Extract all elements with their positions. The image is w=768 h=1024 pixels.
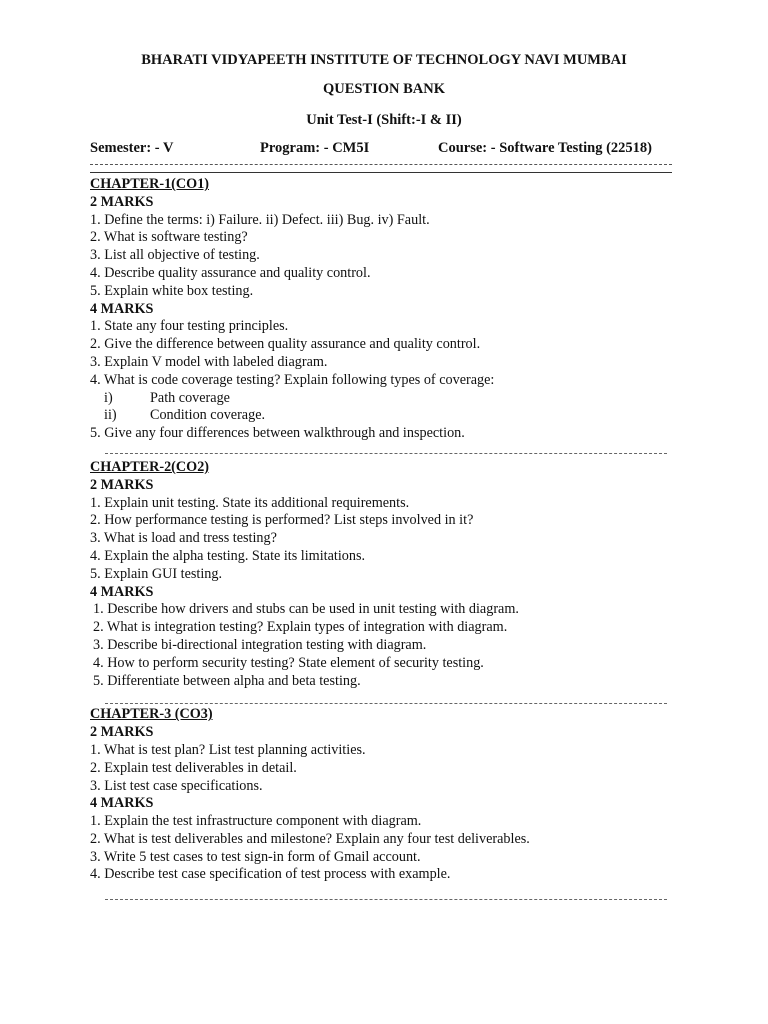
question-item: 2. What is test deliverables and milestone? Explain any four test deliverables.: [90, 830, 530, 847]
course-label: Course: - Software Testing (22518): [438, 140, 652, 156]
question-item: 2. Give the difference between quality assurance and quality control.: [90, 336, 481, 353]
sub-item-text: Condition coverage.: [150, 407, 266, 424]
sub-item-number: i): [104, 389, 113, 406]
marks-heading: 4 MARKS: [90, 795, 154, 812]
question-item: 3. What is load and tress testing?: [90, 530, 277, 547]
header-solid-rule: [90, 172, 672, 173]
chapter-3-section: [90, 706, 690, 884]
question-item: 5. Give any four differences between walkthrough and inspection.: [90, 425, 465, 442]
program-label: Program: - CM5I: [260, 140, 370, 156]
marks-heading: 2 MARKS: [90, 724, 154, 741]
chapter-3-divider: [105, 899, 667, 900]
question-item: 2. Explain test deliverables in detail.: [90, 759, 297, 776]
question-content: [90, 176, 690, 884]
question-item: 1. Explain the test infrastructure component with diagram.: [90, 813, 422, 830]
chapter-title: CHAPTER-1(CO1): [90, 176, 210, 192]
sub-item: [90, 390, 690, 408]
question-item: 4. Describe test case specification of test process with example.: [90, 866, 451, 883]
question-item: 3. Describe bi-directional integration testing with diagram.: [93, 636, 427, 653]
marks-heading: 4 MARKS: [90, 583, 154, 600]
sub-item-text: Path coverage: [150, 389, 230, 406]
question-item: 4. How to perform security testing? State element of security testing.: [93, 654, 484, 671]
institute-name: BHARATI VIDYAPEETH INSTITUTE OF TECHNOLOGY NAVI MUMBAI: [141, 52, 627, 68]
sub-item-number: ii): [104, 407, 117, 424]
question-item: 4. What is code coverage testing? Explain following types of coverage:: [90, 371, 495, 388]
question-item: 3. Write 5 test cases to test sign-in form of Gmail account.: [90, 848, 421, 865]
marks-heading: 4 MARKS: [90, 300, 154, 317]
question-item: 2. What is software testing?: [90, 229, 248, 246]
question-item: 1. Describe how drivers and stubs can be used in unit testing with diagram.: [93, 601, 519, 618]
chapter-title: CHAPTER-2(CO2): [90, 458, 210, 475]
chapter-1-divider: [105, 453, 667, 454]
sub-item: [90, 407, 690, 425]
question-item: 5. Differentiate between alpha and beta testing.: [93, 672, 361, 689]
question-item: 1. State any four testing principles.: [90, 318, 289, 335]
question-item: 2. What is integration testing? Explain types of integration with diagram.: [93, 619, 508, 636]
question-item: 1. Define the terms: i) Failure. ii) Defect. iii) Bug. iv) Fault.: [90, 211, 430, 228]
chapter-2-section: [90, 459, 690, 690]
test-name: Unit Test-I (Shift:-I & II): [306, 112, 462, 128]
marks-heading: 2 MARKS: [90, 193, 154, 210]
chapter-1-section: [90, 176, 690, 443]
question-item: 2. How performance testing is performed? List steps involved in it?: [90, 512, 474, 529]
chapter-title: CHAPTER-3 (CO3): [90, 706, 213, 723]
question-item: 1. What is test plan? List test planning activities.: [90, 741, 366, 758]
question-item: 4. Describe quality assurance and quality control.: [90, 264, 371, 281]
question-item: 3. Explain V model with labeled diagram.: [90, 353, 328, 370]
header-dashed-rule: [90, 164, 672, 165]
question-item: 5. Explain GUI testing.: [90, 565, 223, 582]
document-type: QUESTION BANK: [322, 81, 446, 97]
question-item: 3. List test case specifications.: [90, 777, 263, 794]
question-item: 5. Explain white box testing.: [90, 282, 254, 299]
question-item: 1. Explain unit testing. State its additional requirements.: [90, 494, 410, 511]
question-item: 4. Explain the alpha testing. State its limitations.: [90, 547, 366, 564]
question-item: 3. List all objective of testing.: [90, 247, 260, 264]
marks-heading: 2 MARKS: [90, 476, 154, 493]
semester-label: Semester: - V: [90, 140, 174, 156]
chapter-2-divider: [105, 703, 667, 704]
